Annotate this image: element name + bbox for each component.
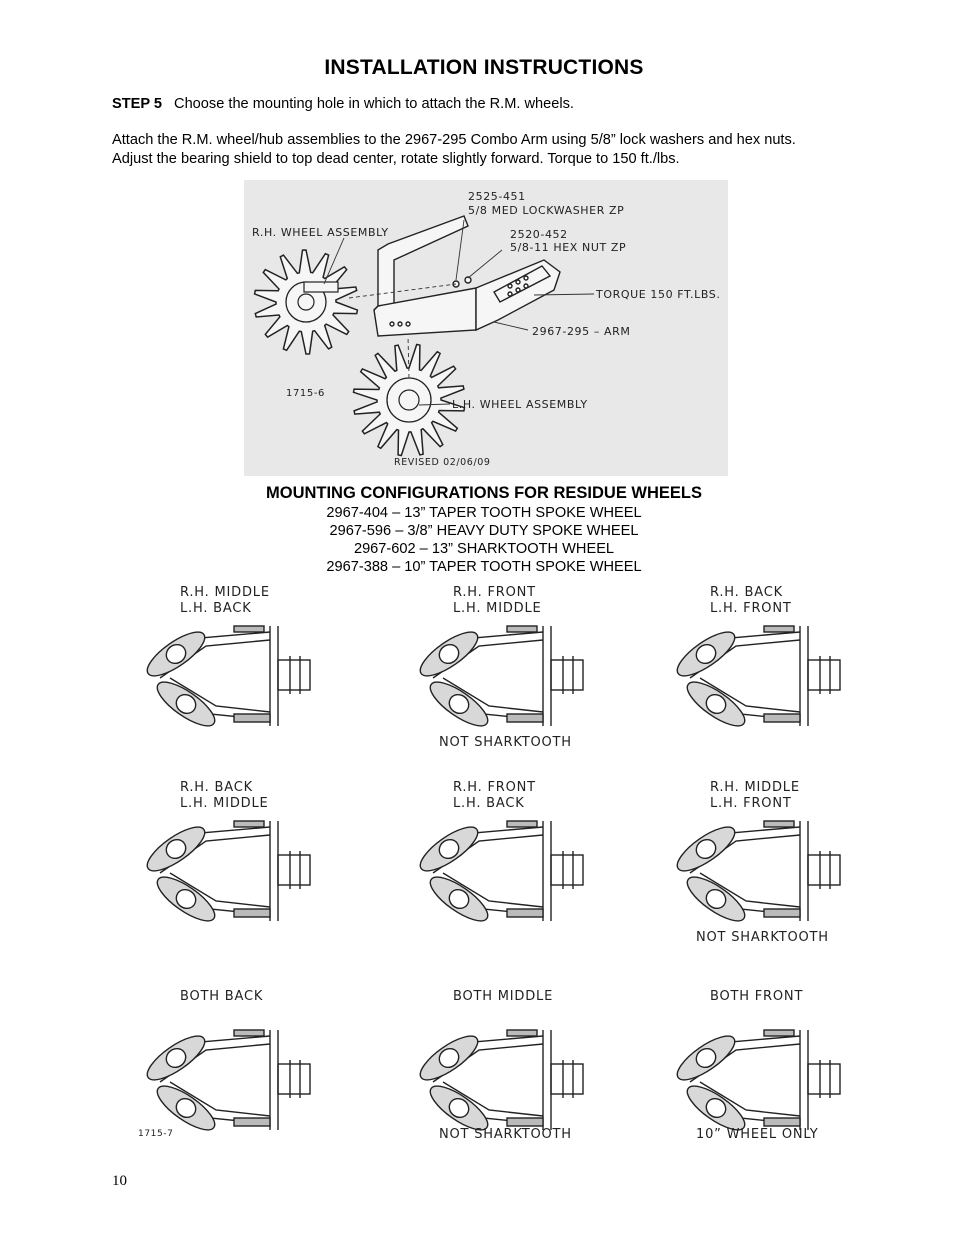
page-number: 10 (112, 1173, 127, 1189)
config-label-line1: R.H. FRONT (453, 585, 536, 600)
config-drawing (141, 1029, 310, 1138)
config-cell (414, 585, 583, 750)
config-label-line2: L.H. BACK (180, 601, 252, 616)
config-label-line2: L.H. MIDDLE (180, 796, 269, 811)
config-label-line1: BOTH MIDDLE (453, 989, 554, 1004)
callout-rh-wheel: R.H. WHEEL ASSEMBLY (252, 226, 389, 239)
config-cell (414, 989, 583, 1142)
config-drawing (671, 1029, 840, 1138)
config-cell (414, 780, 583, 928)
config-note: NOT SHARKTOOTH (439, 735, 572, 750)
callout-hexnut-desc: 5/8-11 HEX NUT ZP (510, 241, 627, 254)
wheel-part-item: 2967-596 – 3/8” HEAVY DUTY SPOKE WHEEL (329, 523, 639, 539)
config-label-line1: R.H. BACK (710, 585, 783, 600)
instruction-line: Attach the R.M. wheel/hub assemblies to the 2967-295 Combo Arm using 5/8” lock washers and hex nuts. (112, 132, 796, 148)
config-drawing (414, 1029, 583, 1138)
callout-lh-wheel: L.H. WHEEL ASSEMBLY (452, 398, 588, 411)
step-text: Choose the mounting hole in which to attach the R.M. wheels. (174, 96, 574, 112)
config-label-line1: BOTH BACK (180, 989, 264, 1004)
step-instruction (112, 95, 574, 114)
wheel-part-list (0, 504, 954, 576)
page-title: INSTALLATION INSTRUCTIONS (324, 56, 644, 79)
config-drawing (671, 625, 840, 734)
config-label-line2: L.H. FRONT (710, 796, 792, 811)
config-drawing (141, 625, 310, 734)
config-label-line2: L.H. BACK (453, 796, 525, 811)
config-label-line1: R.H. BACK (180, 780, 253, 795)
config-drawing (414, 625, 583, 734)
wheel-part-item: 2967-602 – 13” SHARKTOOTH WHEEL (353, 541, 615, 557)
callout-torque: TORQUE 150 FT.LBS. (596, 288, 721, 301)
callout-lockwasher-part: 2525-451 (468, 190, 526, 203)
wheel-assembly-figure (244, 180, 728, 476)
config-note: 10” WHEEL ONLY (696, 1127, 819, 1142)
callout-lockwasher-desc: 5/8 MED LOCKWASHER ZP (468, 204, 625, 217)
callout-hexnut-part: 2520-452 (510, 228, 568, 241)
instruction-paragraph (112, 131, 796, 169)
callout-arm: 2967-295 – ARM (532, 325, 631, 338)
config-cell (141, 989, 310, 1137)
config-label-line1: BOTH FRONT (710, 989, 804, 1004)
config-cell (671, 989, 840, 1142)
revised-date: REVISED 02/06/09 (394, 457, 491, 468)
config-drawing (671, 820, 840, 929)
grid-figure-id: 1715-7 (138, 1129, 174, 1139)
config-note: NOT SHARKTOOTH (696, 930, 829, 945)
config-label-line1: R.H. MIDDLE (710, 780, 800, 795)
config-cell (141, 585, 310, 733)
instruction-line: Adjust the bearing shield to top dead center, rotate slightly forward. Torque to 150 ft./lbs. (112, 151, 680, 167)
step-label: STEP 5 (112, 96, 163, 112)
wheel-part-item: 2967-404 – 13” TAPER TOOTH SPOKE WHEEL (326, 505, 642, 521)
config-note: NOT SHARKTOOTH (439, 1127, 572, 1142)
mounting-config-grid (120, 576, 850, 1146)
config-drawing (141, 820, 310, 929)
wheel-part-item: 2967-388 – 10” TAPER TOOTH SPOKE WHEEL (326, 559, 642, 575)
figure-id: 1715-6 (286, 388, 326, 399)
config-label-line1: R.H. FRONT (453, 780, 536, 795)
config-label-line2: L.H. FRONT (710, 601, 792, 616)
mounting-heading: MOUNTING CONFIGURATIONS FOR RESIDUE WHEELS (265, 484, 703, 502)
config-label-line1: R.H. MIDDLE (180, 585, 270, 600)
config-label-line2: L.H. MIDDLE (453, 601, 542, 616)
config-drawing (414, 820, 583, 929)
config-cell (671, 780, 840, 945)
config-cell (141, 780, 310, 928)
config-cell (671, 585, 840, 733)
